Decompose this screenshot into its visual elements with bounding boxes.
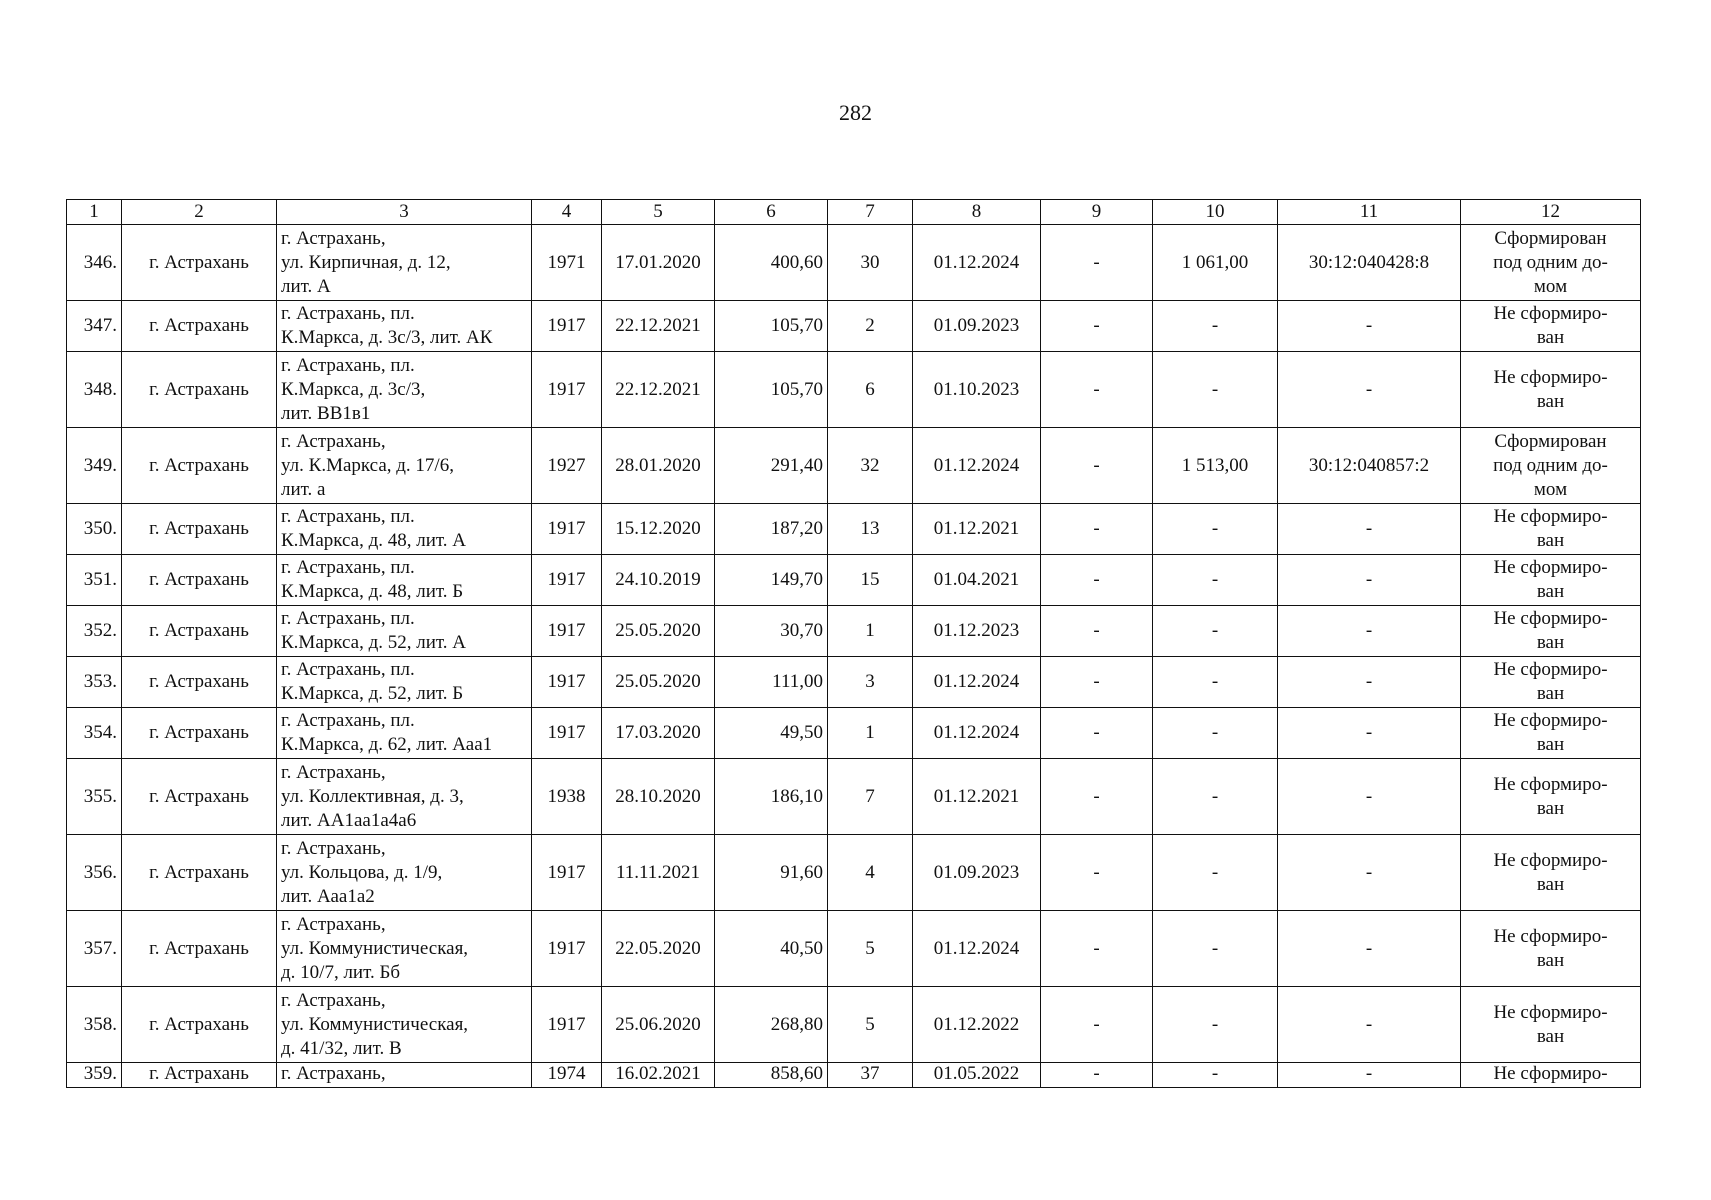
row-area: 268,80 — [715, 987, 828, 1063]
row-col9: - — [1041, 708, 1153, 759]
table-row — [67, 352, 1641, 428]
column-header-9: 9 — [1041, 200, 1153, 225]
row-address: г. Астрахань, ул. Кирпичная, д. 12, лит. А — [277, 225, 532, 301]
row-number: 347. — [67, 301, 122, 352]
table-row — [67, 911, 1641, 987]
row-land-area: - — [1153, 606, 1278, 657]
row-col9: - — [1041, 987, 1153, 1063]
row-status: Не сформиро- ван — [1461, 606, 1641, 657]
row-deadline: 01.09.2023 — [913, 301, 1041, 352]
row-land-area: - — [1153, 759, 1278, 835]
row-residents: 15 — [828, 555, 913, 606]
row-cadastral-number: - — [1278, 911, 1461, 987]
table-row — [67, 428, 1641, 504]
row-area: 40,50 — [715, 911, 828, 987]
row-date: 24.10.2019 — [602, 555, 715, 606]
row-land-area: - — [1153, 911, 1278, 987]
row-date: 17.01.2020 — [602, 225, 715, 301]
row-city: г. Астрахань — [122, 352, 277, 428]
row-number: 355. — [67, 759, 122, 835]
row-land-area: 1 061,00 — [1153, 225, 1278, 301]
row-year: 1917 — [532, 835, 602, 911]
column-header-6: 6 — [715, 200, 828, 225]
row-address: г. Астрахань, ул. Коммунистическая, д. 10/7, лит. Бб — [277, 911, 532, 987]
row-year: 1917 — [532, 301, 602, 352]
row-status: Не сформиро- ван — [1461, 657, 1641, 708]
row-status: Не сформиро- ван — [1461, 301, 1641, 352]
row-year: 1938 — [532, 759, 602, 835]
row-col9: - — [1041, 759, 1153, 835]
row-cadastral-number: - — [1278, 504, 1461, 555]
row-land-area: 1 513,00 — [1153, 428, 1278, 504]
table-row — [67, 835, 1641, 911]
row-cadastral-number: - — [1278, 606, 1461, 657]
row-status: Не сформиро- ван — [1461, 759, 1641, 835]
row-city: г. Астрахань — [122, 708, 277, 759]
row-area: 30,70 — [715, 606, 828, 657]
row-year: 1917 — [532, 708, 602, 759]
row-address: г. Астрахань, ул. Коллективная, д. 3, лит. АА1аа1а4а6 — [277, 759, 532, 835]
row-year: 1974 — [532, 1063, 602, 1088]
row-area: 105,70 — [715, 301, 828, 352]
row-col9: - — [1041, 352, 1153, 428]
column-header-11: 11 — [1278, 200, 1461, 225]
row-deadline: 01.12.2024 — [913, 911, 1041, 987]
row-residents: 13 — [828, 504, 913, 555]
row-cadastral-number: - — [1278, 835, 1461, 911]
table-row — [67, 555, 1641, 606]
row-year: 1917 — [532, 911, 602, 987]
row-date: 15.12.2020 — [602, 504, 715, 555]
row-residents: 32 — [828, 428, 913, 504]
row-status: Не сформиро- ван — [1461, 708, 1641, 759]
row-area: 187,20 — [715, 504, 828, 555]
row-residents: 30 — [828, 225, 913, 301]
row-land-area: - — [1153, 555, 1278, 606]
row-status: Сформирован под одним до- мом — [1461, 428, 1641, 504]
row-residents: 5 — [828, 911, 913, 987]
row-land-area: - — [1153, 835, 1278, 911]
row-area: 105,70 — [715, 352, 828, 428]
column-header-5: 5 — [602, 200, 715, 225]
row-deadline: 01.12.2024 — [913, 225, 1041, 301]
row-number: 358. — [67, 987, 122, 1063]
row-col9: - — [1041, 911, 1153, 987]
row-land-area: - — [1153, 504, 1278, 555]
column-header-10: 10 — [1153, 200, 1278, 225]
row-status: Не сформиро- — [1461, 1063, 1641, 1088]
row-date: 17.03.2020 — [602, 708, 715, 759]
row-status: Не сформиро- ван — [1461, 504, 1641, 555]
row-city: г. Астрахань — [122, 504, 277, 555]
row-city: г. Астрахань — [122, 657, 277, 708]
row-number: 350. — [67, 504, 122, 555]
column-header-2: 2 — [122, 200, 277, 225]
row-deadline: 01.12.2024 — [913, 708, 1041, 759]
row-deadline: 01.12.2024 — [913, 657, 1041, 708]
row-cadastral-number: - — [1278, 301, 1461, 352]
row-land-area: - — [1153, 657, 1278, 708]
row-number: 346. — [67, 225, 122, 301]
row-area: 91,60 — [715, 835, 828, 911]
row-land-area: - — [1153, 708, 1278, 759]
row-year: 1917 — [532, 555, 602, 606]
row-city: г. Астрахань — [122, 835, 277, 911]
row-land-area: - — [1153, 301, 1278, 352]
row-status: Не сформиро- ван — [1461, 835, 1641, 911]
row-number: 356. — [67, 835, 122, 911]
row-number: 348. — [67, 352, 122, 428]
row-date: 25.05.2020 — [602, 606, 715, 657]
page-number: 282 — [839, 100, 872, 125]
row-city: г. Астрахань — [122, 225, 277, 301]
row-address: г. Астрахань, ул. Кольцова, д. 1/9, лит. Ааа1а2 — [277, 835, 532, 911]
row-deadline: 01.10.2023 — [913, 352, 1041, 428]
row-date: 22.05.2020 — [602, 911, 715, 987]
row-residents: 7 — [828, 759, 913, 835]
row-date: 16.02.2021 — [602, 1063, 715, 1088]
header-row — [67, 200, 1641, 225]
table-row — [67, 759, 1641, 835]
row-col9: - — [1041, 555, 1153, 606]
row-deadline: 01.05.2022 — [913, 1063, 1041, 1088]
row-cadastral-number: - — [1278, 657, 1461, 708]
row-year: 1971 — [532, 225, 602, 301]
row-cadastral-number: 30:12:040428:8 — [1278, 225, 1461, 301]
row-status: Не сформиро- ван — [1461, 352, 1641, 428]
row-number: 359. — [67, 1063, 122, 1088]
row-year: 1917 — [532, 504, 602, 555]
row-number: 349. — [67, 428, 122, 504]
row-area: 291,40 — [715, 428, 828, 504]
row-deadline: 01.09.2023 — [913, 835, 1041, 911]
row-deadline: 01.12.2021 — [913, 504, 1041, 555]
row-deadline: 01.12.2022 — [913, 987, 1041, 1063]
row-number: 353. — [67, 657, 122, 708]
row-residents: 3 — [828, 657, 913, 708]
row-land-area: - — [1153, 1063, 1278, 1088]
row-col9: - — [1041, 606, 1153, 657]
row-city: г. Астрахань — [122, 911, 277, 987]
row-area: 49,50 — [715, 708, 828, 759]
row-area: 858,60 — [715, 1063, 828, 1088]
row-col9: - — [1041, 657, 1153, 708]
table-row — [67, 504, 1641, 555]
table-row — [67, 301, 1641, 352]
row-deadline: 01.04.2021 — [913, 555, 1041, 606]
row-status: Сформирован под одним до- мом — [1461, 225, 1641, 301]
row-address: г. Астрахань, пл. К.Маркса, д. 62, лит. Ааа1 — [277, 708, 532, 759]
row-city: г. Астрахань — [122, 987, 277, 1063]
row-city: г. Астрахань — [122, 1063, 277, 1088]
row-date: 22.12.2021 — [602, 352, 715, 428]
row-col9: - — [1041, 301, 1153, 352]
row-land-area: - — [1153, 352, 1278, 428]
row-city: г. Астрахань — [122, 759, 277, 835]
row-residents: 4 — [828, 835, 913, 911]
row-date: 25.05.2020 — [602, 657, 715, 708]
row-col9: - — [1041, 504, 1153, 555]
row-col9: - — [1041, 1063, 1153, 1088]
row-residents: 5 — [828, 987, 913, 1063]
row-area: 111,00 — [715, 657, 828, 708]
table-row — [67, 987, 1641, 1063]
row-address: г. Астрахань, пл. К.Маркса, д. 48, лит. Б — [277, 555, 532, 606]
row-area: 149,70 — [715, 555, 828, 606]
row-date: 22.12.2021 — [602, 301, 715, 352]
row-number: 351. — [67, 555, 122, 606]
row-deadline: 01.12.2023 — [913, 606, 1041, 657]
row-deadline: 01.12.2021 — [913, 759, 1041, 835]
row-city: г. Астрахань — [122, 428, 277, 504]
column-header-8: 8 — [913, 200, 1041, 225]
row-address: г. Астрахань, — [277, 1063, 532, 1088]
row-area: 186,10 — [715, 759, 828, 835]
table-row — [67, 1063, 1641, 1088]
column-header-4: 4 — [532, 200, 602, 225]
row-date: 28.01.2020 — [602, 428, 715, 504]
row-address: г. Астрахань, пл. К.Маркса, д. 3с/3, лит. ВВ1в1 — [277, 352, 532, 428]
column-header-1: 1 — [67, 200, 122, 225]
row-number: 357. — [67, 911, 122, 987]
row-residents: 1 — [828, 708, 913, 759]
column-header-7: 7 — [828, 200, 913, 225]
table-row — [67, 708, 1641, 759]
row-status: Не сформиро- ван — [1461, 911, 1641, 987]
row-col9: - — [1041, 835, 1153, 911]
row-address: г. Астрахань, пл. К.Маркса, д. 52, лит. А — [277, 606, 532, 657]
row-year: 1927 — [532, 428, 602, 504]
row-number: 352. — [67, 606, 122, 657]
row-residents: 37 — [828, 1063, 913, 1088]
row-year: 1917 — [532, 657, 602, 708]
row-cadastral-number: - — [1278, 555, 1461, 606]
row-residents: 6 — [828, 352, 913, 428]
row-status: Не сформиро- ван — [1461, 987, 1641, 1063]
row-address: г. Астрахань, пл. К.Маркса, д. 52, лит. Б — [277, 657, 532, 708]
table-row — [67, 606, 1641, 657]
table-row — [67, 225, 1641, 301]
row-residents: 2 — [828, 301, 913, 352]
row-city: г. Астрахань — [122, 301, 277, 352]
row-cadastral-number: - — [1278, 1063, 1461, 1088]
row-address: г. Астрахань, пл. К.Маркса, д. 3с/3, лит. АК — [277, 301, 532, 352]
row-land-area: - — [1153, 987, 1278, 1063]
row-address: г. Астрахань, ул. Коммунистическая, д. 41/32, лит. В — [277, 987, 532, 1063]
row-year: 1917 — [532, 987, 602, 1063]
row-residents: 1 — [828, 606, 913, 657]
row-cadastral-number: - — [1278, 759, 1461, 835]
row-status: Не сформиро- ван — [1461, 555, 1641, 606]
row-col9: - — [1041, 225, 1153, 301]
row-cadastral-number: - — [1278, 708, 1461, 759]
table-body — [67, 225, 1641, 1088]
row-year: 1917 — [532, 352, 602, 428]
row-date: 11.11.2021 — [602, 835, 715, 911]
row-date: 25.06.2020 — [602, 987, 715, 1063]
row-cadastral-number: 30:12:040857:2 — [1278, 428, 1461, 504]
row-col9: - — [1041, 428, 1153, 504]
housing-registry-table — [66, 199, 1641, 1088]
row-date: 28.10.2020 — [602, 759, 715, 835]
row-number: 354. — [67, 708, 122, 759]
table-row — [67, 657, 1641, 708]
row-year: 1917 — [532, 606, 602, 657]
column-header-12: 12 — [1461, 200, 1641, 225]
row-address: г. Астрахань, ул. К.Маркса, д. 17/6, лит. а — [277, 428, 532, 504]
column-header-3: 3 — [277, 200, 532, 225]
row-address: г. Астрахань, пл. К.Маркса, д. 48, лит. А — [277, 504, 532, 555]
row-deadline: 01.12.2024 — [913, 428, 1041, 504]
row-cadastral-number: - — [1278, 987, 1461, 1063]
row-cadastral-number: - — [1278, 352, 1461, 428]
row-city: г. Астрахань — [122, 606, 277, 657]
row-area: 400,60 — [715, 225, 828, 301]
row-city: г. Астрахань — [122, 555, 277, 606]
